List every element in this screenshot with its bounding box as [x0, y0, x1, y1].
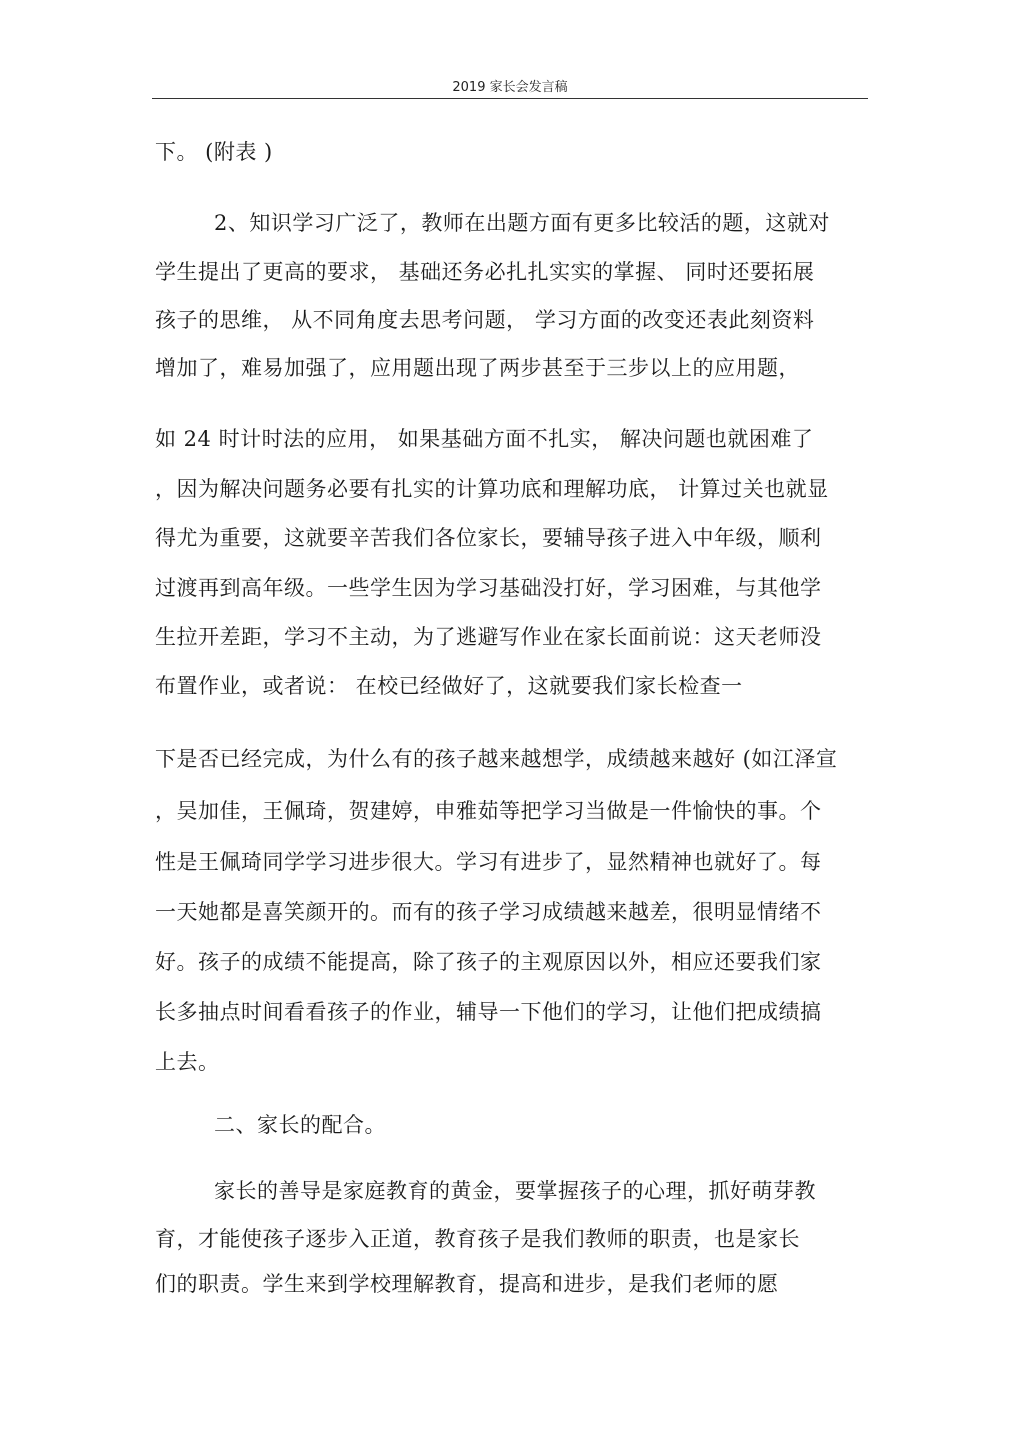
text-line: 2、知识学习广泛了，教师在出题方面有更多比较活的题，这就对 — [214, 211, 830, 235]
text-line: 一天她都是喜笑颜开的。而有的孩子学习成绩越来越差，很明显情绪不 — [155, 900, 822, 924]
text-line: 家长的善导是家庭教育的黄金，要掌握孩子的心理，抓好萌芽教 — [214, 1179, 816, 1203]
text-line: ，吴加佳，王佩琦，贺建婷，申雅茹等把学习当做是一件愉快的事。个 — [155, 799, 822, 823]
text-line: 孩子的思维， 从不同角度去思考问题， 学习方面的改变还表此刻资料 — [155, 308, 815, 332]
text-line: 育，才能使孩子逐步入正道，教育孩子是我们教师的职责，也是家长 — [155, 1227, 800, 1251]
page-header: 2019 家长会发言稿 — [452, 80, 568, 95]
text-line: 下。 (附表 ) — [155, 140, 273, 164]
text-line: 生拉开差距，学习不主动，为了逃避写作业在家长面前说：这天老师没 — [155, 625, 822, 649]
text-line: 长多抽点时间看看孩子的作业，辅导一下他们的学习，让他们把成绩搞 — [155, 1000, 822, 1024]
text-line: 增加了，难易加强了，应用题出现了两步甚至于三步以上的应用题， — [155, 356, 800, 380]
text-line: 们的职责。学生来到学校理解教育，提高和进步，是我们老师的愿 — [155, 1272, 779, 1296]
header-rule — [152, 98, 868, 99]
text-line: 布置作业，或者说： 在校已经做好了，这就要我们家长检查一 — [155, 674, 743, 698]
text-line: 过渡再到高年级。一些学生因为学习基础没打好，学习困难，与其他学 — [155, 576, 822, 600]
text-line: 如 24 时计时法的应用， 如果基础方面不扎实， 解决问题也就困难了 — [155, 427, 814, 451]
section-heading: 二、家长的配合。 — [214, 1113, 386, 1137]
text-line: 上去。 — [155, 1050, 220, 1074]
text-line: 性是王佩琦同学学习进步很大。学习有进步了，显然精神也就好了。每 — [155, 850, 822, 874]
text-line: ，因为解决问题务必要有扎实的计算功底和理解功底， 计算过关也就显 — [155, 477, 829, 501]
text-line: 学生提出了更高的要求， 基础还务必扎扎实实的掌握、 同时还要拓展 — [155, 260, 815, 284]
text-line: 下是否已经完成，为什么有的孩子越来越想学，成绩越来越好 (如江泽宣 — [155, 747, 838, 771]
text-line: 好。孩子的成绩不能提高，除了孩子的主观原因以外，相应还要我们家 — [155, 950, 822, 974]
text-line: 得尤为重要，这就要辛苦我们各位家长，要辅导孩子进入中年级，顺利 — [155, 526, 822, 550]
